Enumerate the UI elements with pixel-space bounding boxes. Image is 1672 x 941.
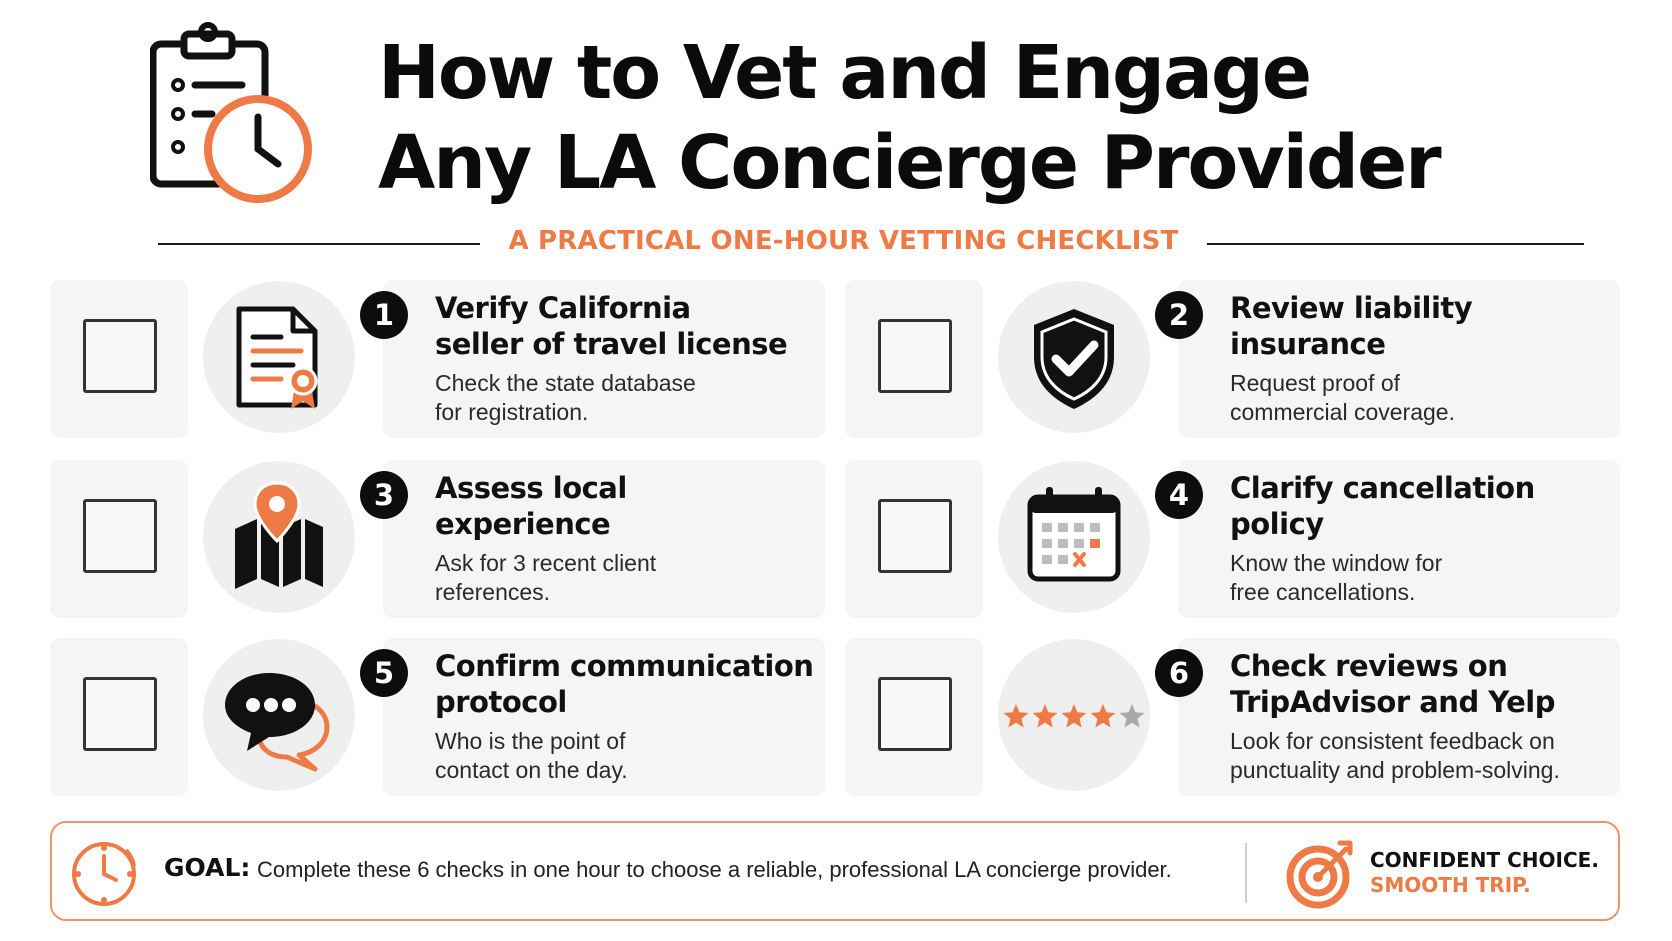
stopwatch-icon: [68, 836, 140, 908]
step-number: 5: [360, 649, 408, 697]
step-number: 6: [1155, 649, 1203, 697]
checkbox-cell: [845, 460, 983, 618]
item-title: Verify California seller of travel license: [435, 291, 788, 361]
item-description: Check the state database for registration.: [435, 370, 696, 425]
checkbox-cell: [50, 280, 188, 438]
page-title: [378, 28, 1578, 208]
item-title: Assess local experience: [435, 471, 627, 541]
target-icon: [1284, 837, 1356, 909]
certificate-document-icon: [203, 281, 355, 433]
subtitle: A PRACTICAL ONE-HOUR VETTING CHECKLIST: [508, 226, 1179, 256]
goal-tagline-1: CONFIDENT CHOICE.: [1370, 848, 1599, 872]
chat-bubbles-icon: [203, 639, 355, 791]
checkbox-5[interactable]: [83, 677, 157, 751]
item-title: Clarify cancellation policy: [1230, 471, 1535, 541]
checklist-item-5: [50, 638, 825, 798]
checkbox-cell: [50, 638, 188, 796]
subtitle-rule-left: [158, 243, 480, 245]
goal-tagline-2: SMOOTH TRIP.: [1370, 873, 1531, 897]
checkbox-4[interactable]: [878, 499, 952, 573]
step-number: 4: [1155, 471, 1203, 519]
step-number: 1: [360, 291, 408, 339]
goal-banner: [50, 821, 1620, 921]
star-empty-icon: [1120, 704, 1145, 728]
goal-label: GOAL:: [164, 853, 251, 882]
map-pin-icon: [203, 461, 355, 613]
calendar-icon: [998, 461, 1150, 613]
star-filled-icon: [1062, 704, 1087, 728]
checkbox-cell: [845, 280, 983, 438]
clipboard-clock-icon: [150, 22, 315, 207]
star-filled-icon: [1004, 704, 1029, 728]
item-title: Check reviews on TripAdvisor and Yelp: [1230, 649, 1556, 719]
checklist-item-4: [845, 460, 1620, 620]
title-line-2: Any LA Concierge Provider: [378, 120, 1440, 206]
checkbox-3[interactable]: [83, 499, 157, 573]
shield-check-icon: [998, 281, 1150, 433]
checkbox-cell: [50, 460, 188, 618]
checklist-item-2: [845, 280, 1620, 440]
checkbox-2[interactable]: [878, 319, 952, 393]
checkbox-1[interactable]: [83, 319, 157, 393]
checkbox-6[interactable]: [878, 677, 952, 751]
star-filled-icon: [1091, 704, 1116, 728]
checklist-item-3: [50, 460, 825, 620]
checklist-item-1: [50, 280, 825, 440]
item-description: Request proof of commercial coverage.: [1230, 370, 1455, 425]
item-description: Look for consistent feedback on punctuality and problem-solving.: [1230, 728, 1560, 783]
step-number: 3: [360, 471, 408, 519]
checkbox-cell: [845, 638, 983, 796]
star-rating-icon: [998, 639, 1150, 791]
title-line-1: How to Vet and Engage: [378, 30, 1311, 116]
checklist-item-6: [845, 638, 1620, 798]
goal-divider: [1245, 843, 1247, 903]
item-title: Confirm communication protocol: [435, 649, 814, 719]
item-description: Ask for 3 recent client references.: [435, 550, 657, 605]
star-filled-icon: [1033, 704, 1058, 728]
item-description: Who is the point of contact on the day.: [435, 728, 628, 783]
step-number: 2: [1155, 291, 1203, 339]
item-title: Review liability insurance: [1230, 291, 1473, 361]
item-description: Know the window for free cancellations.: [1230, 550, 1443, 605]
subtitle-rule-right: [1207, 243, 1584, 245]
goal-text: Complete these 6 checks in one hour to choose a reliable, professional LA concierge provider.: [257, 857, 1172, 882]
